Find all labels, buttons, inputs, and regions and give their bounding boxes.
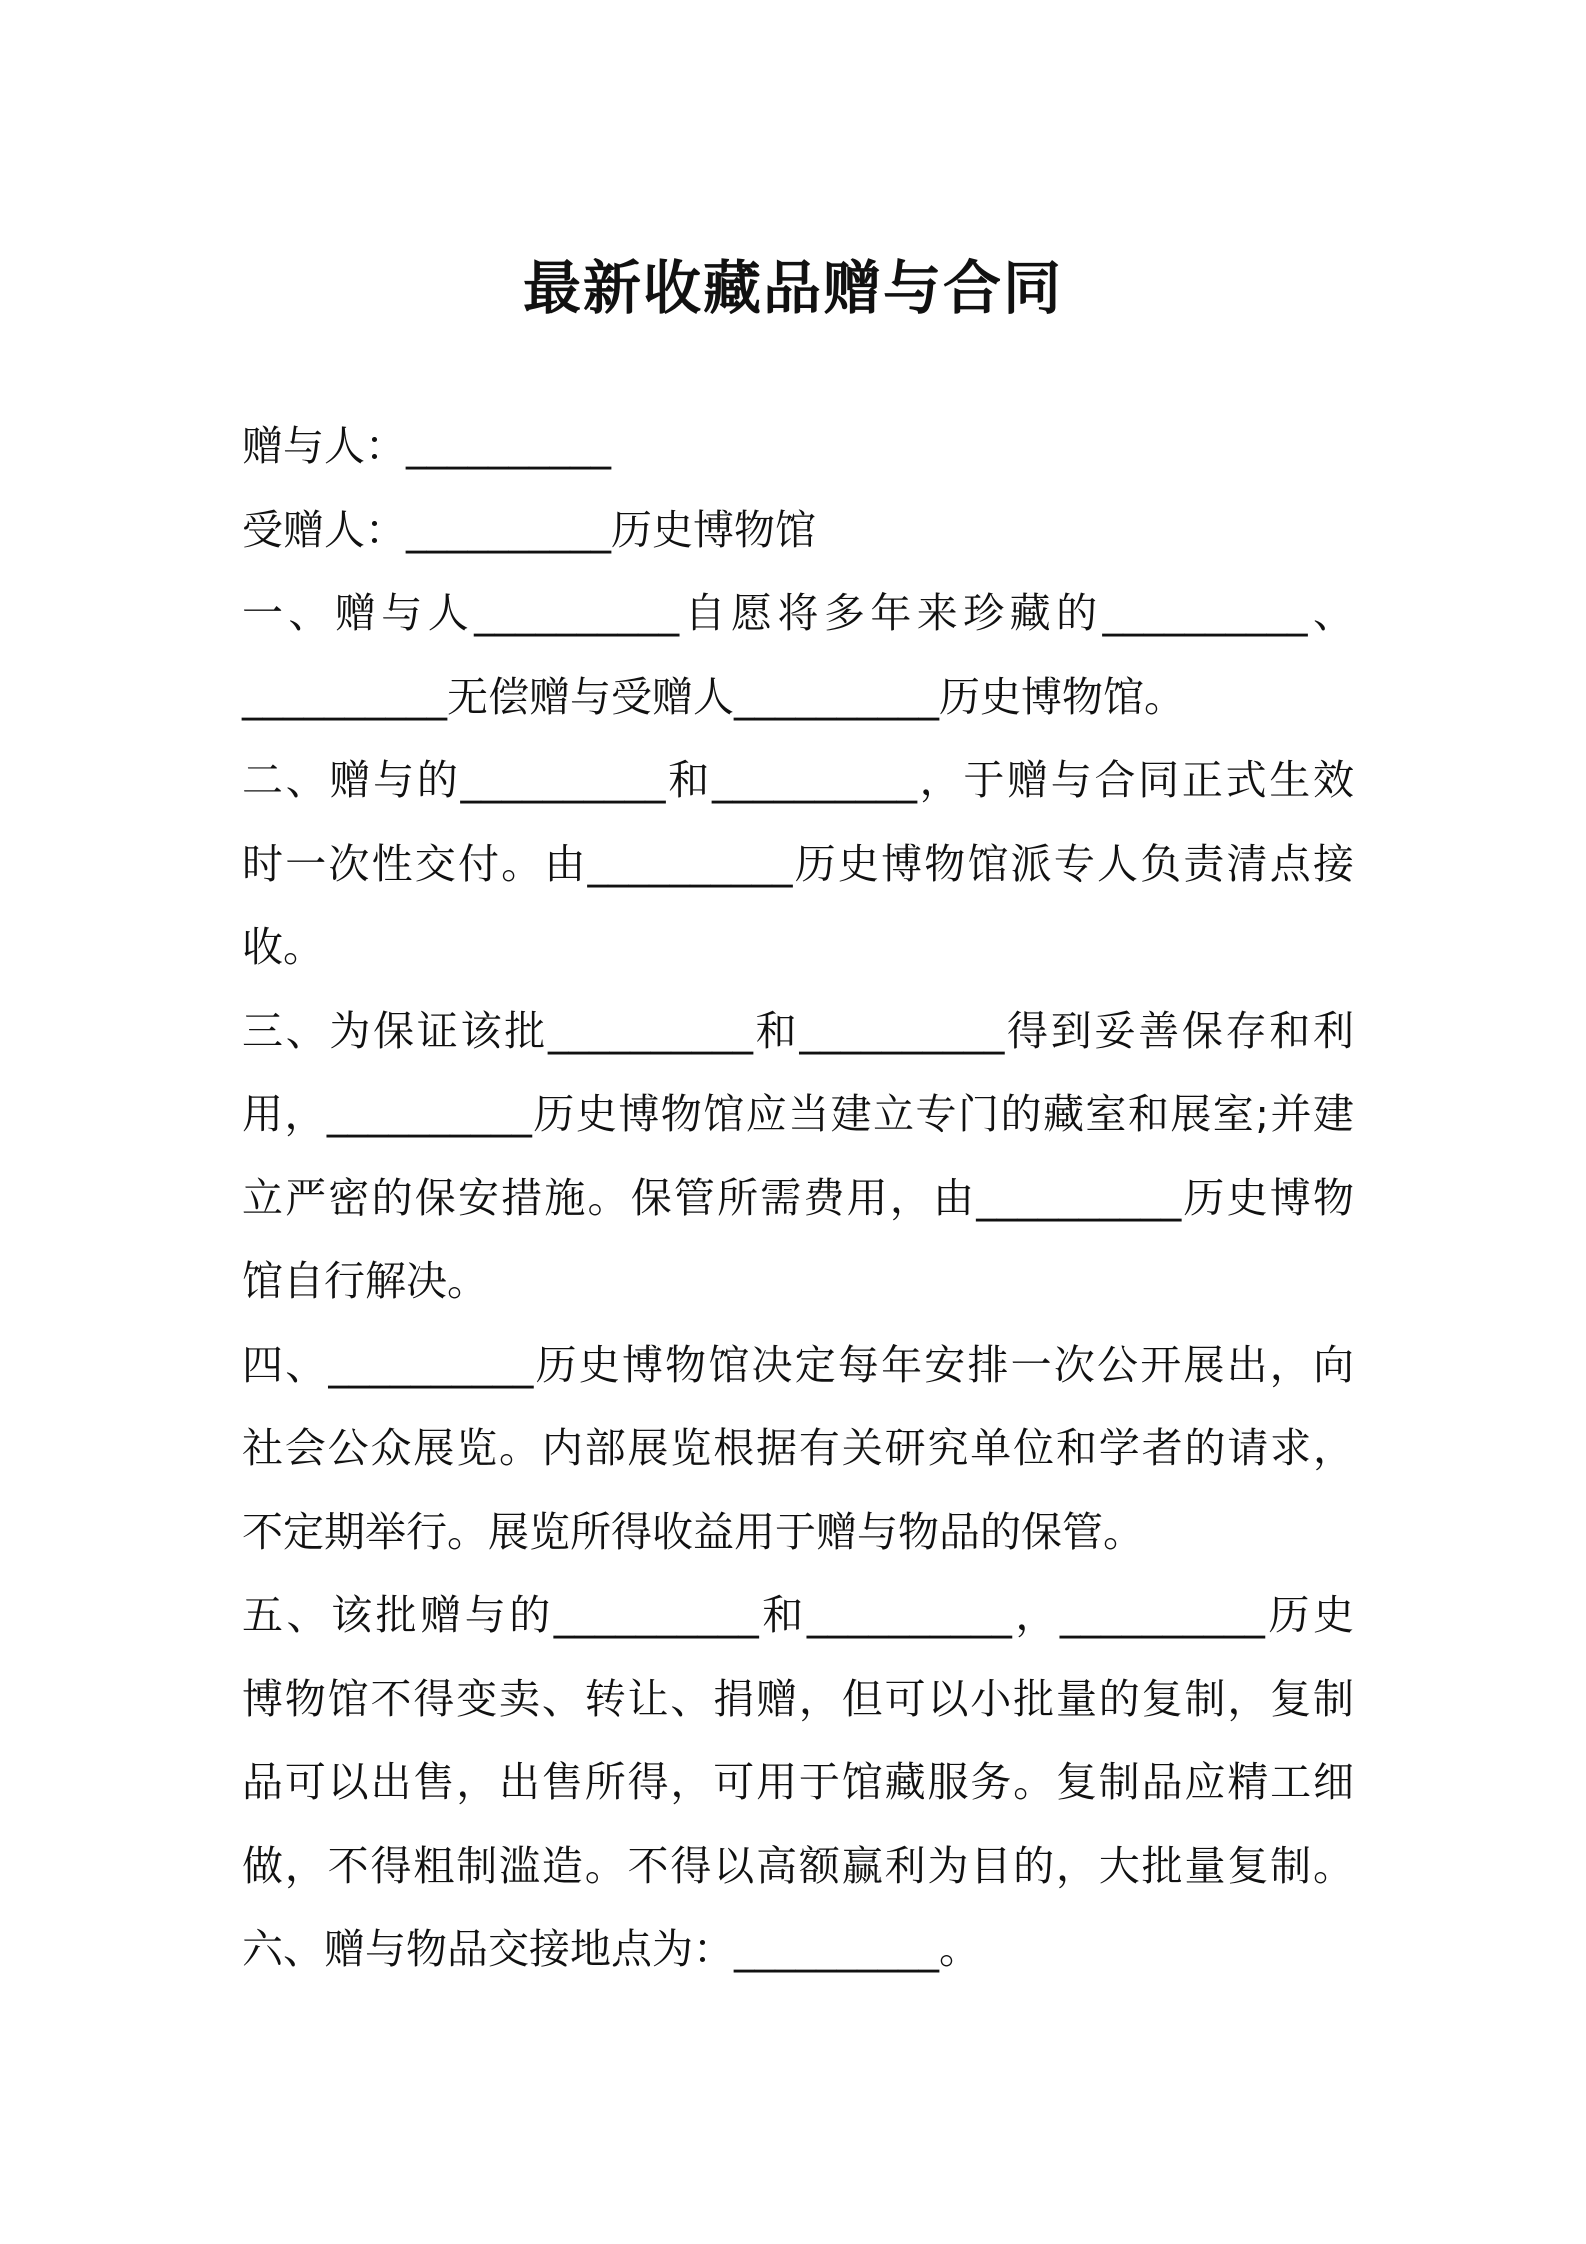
document-title: 最新收藏品赠与合同 (522, 254, 1063, 322)
donor-line: 赠与人：__________ (242, 422, 611, 470)
clause-3-line-3: 立严密的保安措施。保管所需费用，由__________历史博物 (242, 1173, 1354, 1222)
clause-3-line-2: 用，__________历史博物馆应当建立专门的藏室和展室;并建 (242, 1090, 1354, 1138)
clause-1-line-2: __________无偿赠与受赠人__________历史博物馆。 (242, 672, 1185, 721)
clause-2-line-3: 收。 (242, 923, 324, 971)
clause-3-line-4: 馆自行解决。 (242, 1257, 488, 1305)
recipient-line: 受赠人：__________历史博物馆 (242, 505, 816, 554)
clause-5-line-3: 品可以出售，出售所得，可用于馆藏服务。复制品应精工细 (242, 1758, 1354, 1806)
document-body (242, 405, 1354, 1992)
clause-5-line-4: 做，不得粗制滥造。不得以高额赢利为目的，大批量复制。 (242, 1841, 1354, 1890)
clause-2-line-1: 二、赠与的__________和__________，于赠与合同正式生效 (242, 756, 1354, 804)
clause-2-line-2: 时一次性交付。由__________历史博物馆派专人负责清点接 (242, 839, 1354, 888)
clause-5-line-1: 五、该批赠与的__________和__________，__________历史 (242, 1591, 1354, 1639)
clause-5-line-2: 博物馆不得变卖、转让、捐赠，但可以小批量的复制，复制 (242, 1674, 1354, 1723)
clause-4-line-2: 社会公众展览。内部展览根据有关研究单位和学者的请求， (242, 1424, 1354, 1472)
clause-6-line-1: 六、赠与物品交接地点为：__________。 (242, 1925, 980, 1973)
clause-4-line-3: 不定期举行。展览所得收益用于赠与物品的保管。 (242, 1507, 1144, 1556)
clause-3-line-1: 三、为保证该批__________和__________得到妥善保存和利 (242, 1006, 1354, 1055)
clause-4-line-1: 四、__________历史博物馆决定每年安排一次公开展出，向 (242, 1340, 1354, 1389)
clause-1-line-1: 一、赠与人__________自愿将多年来珍藏的__________、 (242, 589, 1354, 637)
